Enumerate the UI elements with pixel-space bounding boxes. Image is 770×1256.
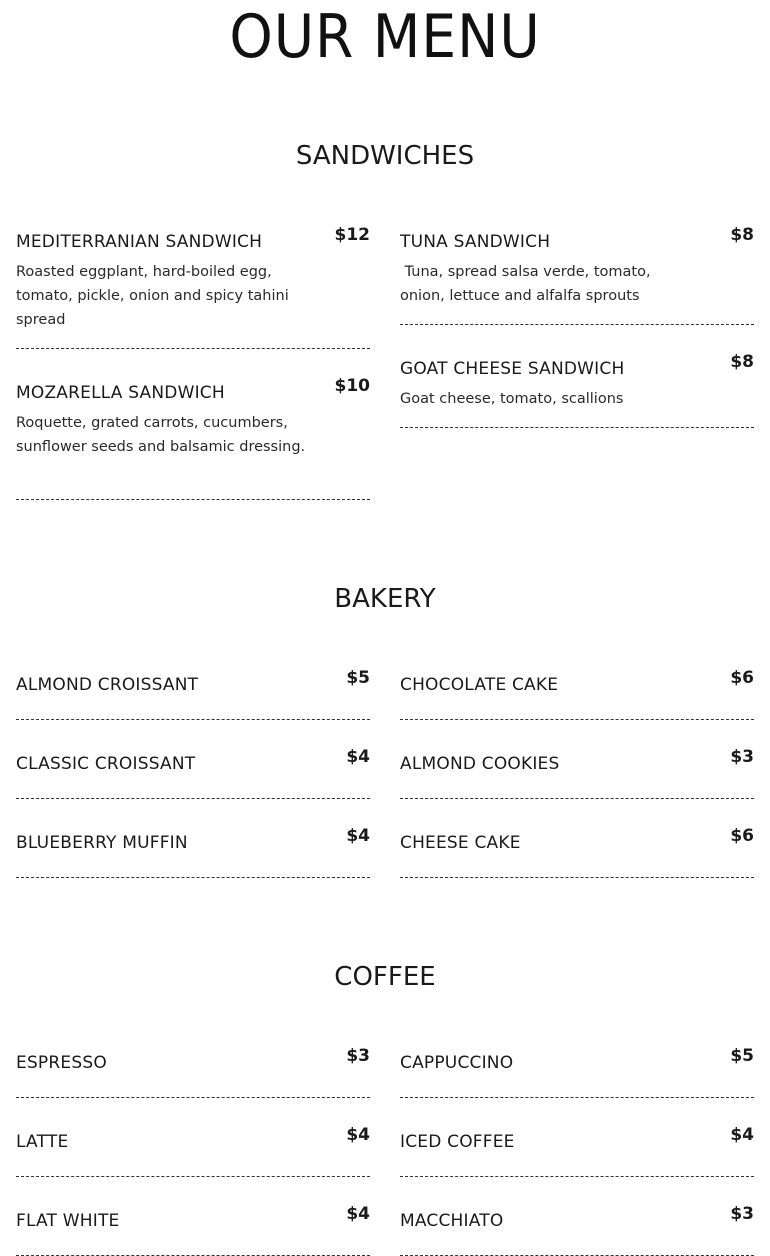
menu-item-cheese-cake <box>400 826 754 878</box>
item-price: $12 <box>334 225 370 245</box>
item-price: $3 <box>730 747 754 767</box>
menu-item-almond-croissant <box>16 668 370 720</box>
item-price: $6 <box>730 826 754 846</box>
section-title-coffee: COFFEE <box>334 962 436 992</box>
item-price: $4 <box>346 826 370 846</box>
menu-item-classic-croissant <box>16 747 370 799</box>
item-name: CLASSIC CROISSANT <box>16 754 196 774</box>
item-name: TUNA SANDWICH <box>400 232 551 252</box>
item-price: $3 <box>346 1046 370 1066</box>
item-price: $5 <box>346 668 370 688</box>
item-name: MEDITERRANIAN SANDWICH <box>16 232 263 252</box>
section-title-bakery: BAKERY <box>334 584 436 614</box>
menu-item-macchiato <box>400 1204 754 1256</box>
page-title: OUR MENU <box>229 2 541 72</box>
section-title-sandwiches: SANDWICHES <box>295 141 475 171</box>
item-price: $8 <box>730 225 754 245</box>
item-description: Tuna, spread salsa verde, tomato, onion, lettuce and alfalfa sprouts <box>400 264 656 304</box>
menu-item-tuna-sandwich <box>400 225 754 325</box>
item-description: Roquette, grated carrots, cucumbers, sunflower seeds and balsamic dressing. <box>16 415 306 455</box>
menu-item-chocolate-cake <box>400 668 754 720</box>
item-price: $4 <box>730 1125 754 1145</box>
item-price: $10 <box>334 376 370 396</box>
item-name: MACCHIATO <box>400 1211 504 1231</box>
item-name: GOAT CHEESE SANDWICH <box>400 359 625 379</box>
item-name: LATTE <box>16 1132 69 1152</box>
item-price: $3 <box>730 1204 754 1224</box>
menu-item-flat-white <box>16 1204 370 1256</box>
item-name: ICED COFFEE <box>400 1132 515 1152</box>
item-name: BLUEBERRY MUFFIN <box>16 833 188 853</box>
item-name: ESPRESSO <box>16 1053 107 1073</box>
item-name: FLAT WHITE <box>16 1211 120 1231</box>
item-price: $4 <box>346 1125 370 1145</box>
item-name: CHEESE CAKE <box>400 833 521 853</box>
menu-item-mediterranian-sandwich <box>16 225 370 349</box>
item-description: Goat cheese, tomato, scallions <box>400 391 624 407</box>
item-name: CAPPUCCINO <box>400 1053 514 1073</box>
menu-item-latte <box>16 1125 370 1177</box>
item-name: MOZARELLA SANDWICH <box>16 383 225 403</box>
item-description: Roasted eggplant, hard-boiled egg, tomato, pickle, onion and spicy tahini spread <box>16 264 294 328</box>
item-price: $5 <box>730 1046 754 1066</box>
item-price: $4 <box>346 1204 370 1224</box>
menu-item-mozarella-sandwich <box>16 376 370 500</box>
item-name: CHOCOLATE CAKE <box>400 675 559 695</box>
menu-item-iced-coffee <box>400 1125 754 1177</box>
menu-item-goat-cheese-sandwich <box>400 352 754 428</box>
item-name: ALMOND COOKIES <box>400 754 560 774</box>
menu-item-cappuccino <box>400 1046 754 1098</box>
item-price: $6 <box>730 668 754 688</box>
item-price: $4 <box>346 747 370 767</box>
item-name: ALMOND CROISSANT <box>16 675 199 695</box>
item-price: $8 <box>730 352 754 372</box>
menu-item-almond-cookies <box>400 747 754 799</box>
menu-item-blueberry-muffin <box>16 826 370 878</box>
menu-item-espresso <box>16 1046 370 1098</box>
